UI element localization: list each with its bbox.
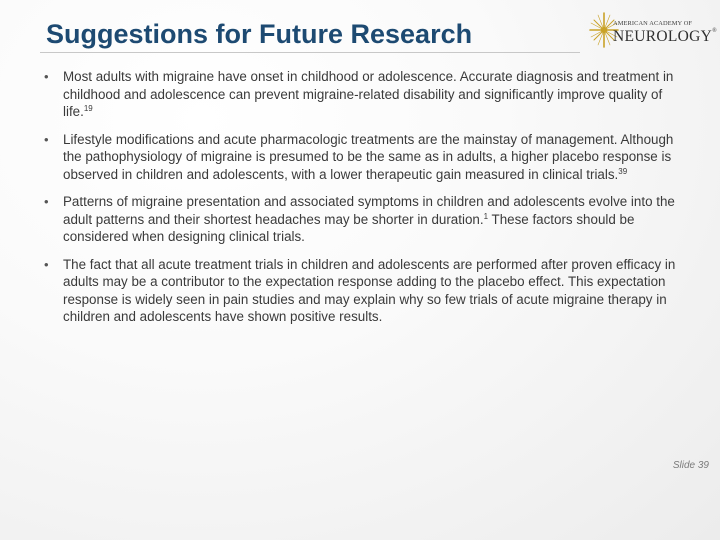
bullet-marker: • (44, 69, 49, 84)
bullet-item (44, 131, 684, 184)
aan-logo (588, 12, 717, 50)
bullet-marker: • (44, 131, 49, 147)
citation-ref: 1 (483, 211, 489, 221)
bullet-text: Lifestyle modifications and acute pharmacologic treatments are the mainstay of management. Although the pathophysiology of migraine is presumed to be the same as in adults, a higher placebo response is observed in children and adolescents, with a lower therapeutic gain measured in clinical trials. (63, 131, 674, 182)
citation-ref: 19 (83, 104, 93, 113)
citation-ref: 39 (618, 166, 628, 176)
registered-mark: ® (712, 28, 717, 34)
bullet-marker: • (44, 194, 49, 209)
title-divider (40, 52, 580, 53)
logo-main-text (613, 28, 717, 46)
bullet-text: The fact that all acute treatment trials in children and adolescents are performed after proven efficacy in adults may be a contributor to the expectation response adding to the placebo effect. This expectation response is widely seen in pain studies and may explain why so few trials of acute migraine therapy in children and adolescents have shown positive results. (63, 256, 676, 324)
bullet-item (44, 68, 684, 121)
bullet-item (44, 256, 684, 326)
bullet-text: Patterns of migraine presentation and associated symptoms in children and adolescents evolve into the adult patterns and their shortest headaches may be shorter in duration. (63, 194, 675, 227)
logo-top-text: AMERICAN ACADEMY OF (613, 20, 693, 27)
bullet-marker: • (44, 256, 49, 272)
bullet-text: Most adults with migraine have onset in childhood or adolescence. Accurate diagnosis and treatment in childhood and adolescence can prevent migraine-related disability and significantly improve quality of life. (63, 69, 674, 119)
bullet-item (44, 193, 684, 246)
bullet-list (44, 68, 684, 336)
logo-main-word: NEUROLOGY (613, 28, 713, 45)
slide-title: Suggestions for Future Research (46, 19, 473, 49)
bullet-text-continued: These factors should be considered when designing clinical trials. (63, 211, 635, 244)
slide-number: Slide 39 (672, 460, 709, 471)
